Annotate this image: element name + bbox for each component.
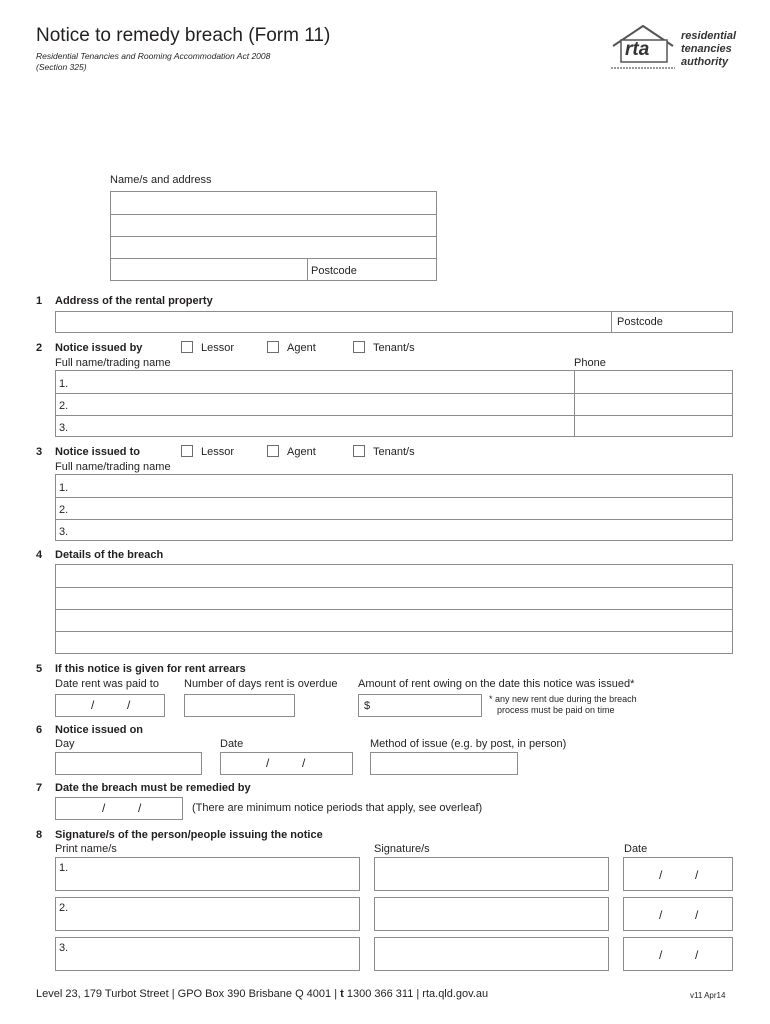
date-slash: / [91, 698, 95, 712]
section-7-number: 7 [36, 782, 43, 794]
signature-field-2[interactable] [374, 897, 609, 931]
title-main: Notice to remedy breach [36, 25, 243, 46]
issued-to-agent-label: Agent [287, 446, 316, 458]
names-address-postcode-label: Postcode [311, 265, 357, 277]
section-3-label: Notice issued to [55, 446, 140, 458]
date-slash: / [695, 908, 699, 922]
currency-symbol: $ [364, 700, 371, 712]
section-2-number: 2 [36, 342, 43, 354]
section-3-number: 3 [36, 446, 43, 458]
date-slash: / [138, 801, 142, 815]
section-4-number: 4 [36, 549, 43, 561]
issued-by-lessor-checkbox[interactable] [181, 341, 193, 353]
footer-contact [36, 988, 488, 1000]
rta-logo [609, 22, 739, 72]
breach-details-field[interactable] [55, 564, 733, 654]
signature-field-3[interactable] [374, 937, 609, 971]
signature-date-field-2[interactable] [623, 897, 733, 931]
date-slash: / [659, 868, 663, 882]
form-version: v11 Apr14 [690, 991, 726, 1000]
rental-address-field[interactable] [55, 311, 733, 333]
issued-date-field[interactable] [220, 752, 353, 775]
section-1-number: 1 [36, 295, 43, 307]
issued-by-agent-checkbox[interactable] [267, 341, 279, 353]
print-name-row-2: 2. [59, 902, 69, 914]
print-name-field-2[interactable] [55, 897, 360, 931]
section-5-number: 5 [36, 663, 43, 675]
signature-date-field-1[interactable] [623, 857, 733, 891]
issued-day-field[interactable] [55, 752, 202, 775]
issued-to-row-3: 3. [59, 526, 69, 538]
date-slash: / [302, 756, 306, 770]
print-name-field-3[interactable] [55, 937, 360, 971]
print-name-row-3: 3. [59, 942, 69, 954]
footer-address: Level 23, 179 Turbot Street | GPO Box 390 Brisbane Q 4001 | [36, 988, 341, 1000]
title-form-number: (Form 11) [248, 25, 331, 46]
logo-line-3: authority [681, 56, 729, 68]
date-slash: / [127, 698, 131, 712]
footer-phone-web: 1300 366 311 | rta.qld.gov.au [343, 988, 489, 1000]
print-name-field-1[interactable] [55, 857, 360, 891]
form-title [36, 24, 330, 48]
date-slash: / [659, 948, 663, 962]
issued-to-lessor-label: Lessor [201, 446, 235, 458]
issued-to-row-1: 1. [59, 482, 69, 494]
section-6-label: Notice issued on [55, 724, 144, 736]
issued-day-label: Day [55, 738, 75, 750]
issued-by-agent-label: Agent [287, 342, 316, 354]
days-overdue-field[interactable] [184, 694, 295, 717]
date-slash: / [102, 801, 106, 815]
issued-to-tenants-label: Tenant/s [373, 446, 415, 458]
issued-by-row-3: 3. [59, 422, 69, 434]
print-names-label: Print name/s [55, 843, 117, 855]
section-8-label: Signature/s of the person/people issuing the notice [55, 829, 323, 841]
section-reference: (Section 325) [36, 62, 87, 72]
date-slash: / [695, 948, 699, 962]
date-slash: / [695, 868, 699, 882]
act-reference: Residential Tenancies and Rooming Accommodation Act 2008 [36, 51, 271, 61]
signatures-label: Signature/s [374, 843, 430, 855]
print-name-row-1: 1. [59, 862, 69, 874]
days-overdue-label: Number of days rent is overdue [184, 678, 338, 690]
date-slash: / [266, 756, 270, 770]
section-8-number: 8 [36, 829, 43, 841]
section-2-label: Notice issued by [55, 342, 143, 354]
signature-date-label: Date [624, 843, 648, 855]
rent-note-line-1: * any new rent due during the breach [489, 694, 637, 704]
date-paid-label: Date rent was paid to [55, 678, 159, 690]
issued-by-tenants-checkbox[interactable] [353, 341, 365, 353]
signature-field-1[interactable] [374, 857, 609, 891]
rent-note-line-2: process must be paid on time [497, 705, 615, 715]
issued-to-fullname-label: Full name/trading name [55, 461, 171, 473]
section-5-label: If this notice is given for rent arrears [55, 663, 246, 675]
amount-owing-field[interactable] [358, 694, 482, 717]
date-paid-field[interactable] [55, 694, 165, 717]
amount-owing-label: Amount of rent owing on the date this notice was issued* [358, 678, 635, 690]
remedy-date-field[interactable] [55, 797, 183, 820]
section-1-label: Address of the rental property [55, 295, 213, 307]
logo-line-1: residential [681, 30, 737, 42]
issued-by-lessor-label: Lessor [201, 342, 235, 354]
issued-by-row-2: 2. [59, 400, 69, 412]
issue-method-field[interactable] [370, 752, 518, 775]
issue-method-label: Method of issue (e.g. by post, in person) [370, 738, 567, 750]
issued-to-lessor-checkbox[interactable] [181, 445, 193, 457]
issued-to-agent-checkbox[interactable] [267, 445, 279, 457]
issued-to-tenants-checkbox[interactable] [353, 445, 365, 457]
issued-by-row-1: 1. [59, 378, 69, 390]
notice-periods-note: (There are minimum notice periods that apply, see overleaf) [192, 802, 483, 814]
signature-date-field-3[interactable] [623, 937, 733, 971]
issued-by-tenants-label: Tenant/s [373, 342, 415, 354]
section-6-number: 6 [36, 724, 43, 736]
issued-date-label: Date [220, 738, 244, 750]
issued-by-fullname-label: Full name/trading name [55, 357, 171, 369]
footer-t-label: t [340, 988, 344, 1000]
issued-to-row-2: 2. [59, 504, 69, 516]
names-address-label: Name/s and address [110, 174, 212, 186]
section-7-label: Date the breach must be remedied by [55, 782, 251, 794]
section-4-label: Details of the breach [55, 549, 164, 561]
date-slash: / [659, 908, 663, 922]
logo-line-2: tenancies [681, 43, 732, 55]
issued-by-phone-label: Phone [574, 357, 606, 369]
rental-address-postcode-label: Postcode [617, 316, 663, 328]
issued-by-names-table[interactable] [55, 370, 733, 437]
names-address-box[interactable] [110, 191, 437, 281]
logo-mark-text: rta [625, 39, 650, 60]
issued-to-names-table[interactable] [55, 474, 733, 541]
